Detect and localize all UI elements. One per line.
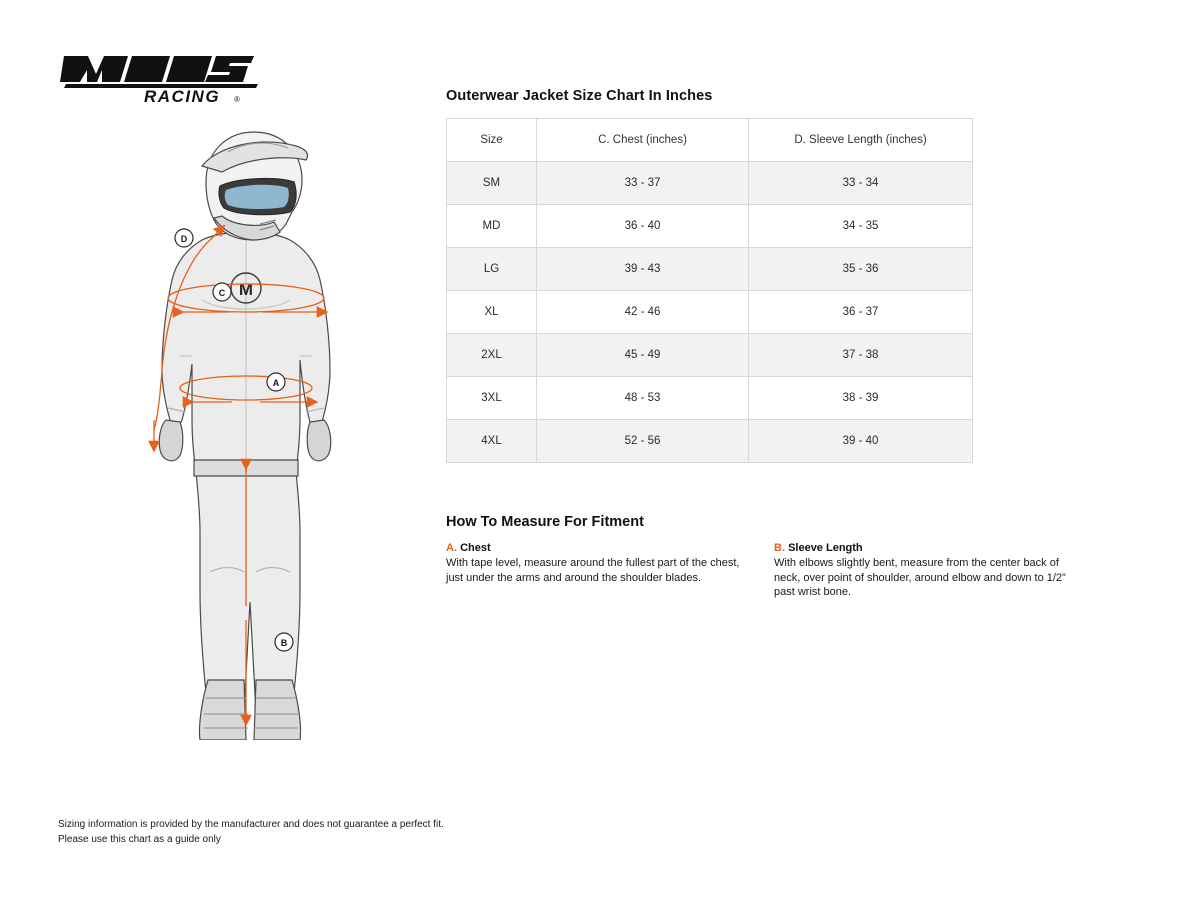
cell-chest: 52 - 56	[537, 420, 749, 463]
disclaimer-line-1: Sizing information is provided by the manufacturer and does not guarantee a perfect fit.	[58, 819, 444, 830]
table-row	[447, 205, 973, 248]
measure-text-chest: With tape level, measure around the fullest part of the chest, just under the arms and around the shoulder blades.	[446, 557, 740, 584]
marker-badge-a	[267, 373, 285, 391]
rider-illustration	[110, 120, 430, 740]
size-chart-table	[446, 118, 973, 463]
cell-chest: 42 - 46	[537, 291, 749, 334]
marker-badge-c	[213, 283, 231, 301]
cell-size: 3XL	[447, 377, 537, 420]
cell-chest: 39 - 43	[537, 248, 749, 291]
svg-text:RACING: RACING	[144, 87, 221, 106]
cell-size: 4XL	[447, 420, 537, 463]
table-row	[447, 334, 973, 377]
cell-chest: 33 - 37	[537, 162, 749, 205]
how-to-measure-section	[446, 514, 1076, 600]
measure-letter-a: A.	[446, 542, 457, 554]
table-header-row	[447, 119, 973, 162]
measure-letter-b: B.	[774, 542, 785, 554]
marker-badge-d	[175, 229, 193, 247]
size-chart-section	[446, 88, 972, 463]
cell-sleeve: 36 - 37	[749, 291, 973, 334]
measure-name-sleeve: Sleeve Length	[788, 542, 863, 554]
how-to-measure-title: How To Measure For Fitment	[446, 514, 644, 530]
table-row	[447, 377, 973, 420]
disclaimer-line-2: Please use this chart as a guide only	[58, 833, 221, 845]
table-row	[447, 291, 973, 334]
svg-text:®: ®	[234, 95, 240, 104]
column-header-size: Size	[447, 119, 537, 162]
cell-sleeve: 39 - 40	[749, 420, 973, 463]
cell-chest: 36 - 40	[537, 205, 749, 248]
cell-size: 2XL	[447, 334, 537, 377]
chart-title: Outerwear Jacket Size Chart In Inches	[446, 88, 713, 104]
cell-chest: 48 - 53	[537, 377, 749, 420]
cell-size: LG	[447, 248, 537, 291]
measure-item-chest	[446, 542, 746, 600]
svg-text:M: M	[238, 280, 254, 299]
table-row	[447, 420, 973, 463]
measure-name-chest: Chest	[460, 542, 491, 554]
cell-size: XL	[447, 291, 537, 334]
cell-chest: 45 - 49	[537, 334, 749, 377]
column-header-chest: C. Chest (inches)	[537, 119, 749, 162]
measure-head-chest	[446, 542, 746, 554]
cell-sleeve: 33 - 34	[749, 162, 973, 205]
column-header-sleeve: D. Sleeve Length (inches)	[749, 119, 973, 162]
cell-sleeve: 35 - 36	[749, 248, 973, 291]
svg-text:A: A	[272, 378, 280, 388]
cell-size: SM	[447, 162, 537, 205]
brand-logo	[58, 48, 258, 108]
svg-text:D: D	[180, 234, 188, 244]
table-row	[447, 162, 973, 205]
cell-sleeve: 37 - 38	[749, 334, 973, 377]
cell-sleeve: 34 - 35	[749, 205, 973, 248]
svg-text:B: B	[280, 638, 288, 648]
measure-head-sleeve	[774, 542, 1074, 554]
cell-sleeve: 38 - 39	[749, 377, 973, 420]
svg-text:C: C	[218, 288, 226, 298]
disclaimer	[58, 818, 578, 847]
cell-size: MD	[447, 205, 537, 248]
measure-item-sleeve	[774, 542, 1074, 600]
measure-text-sleeve: With elbows slightly bent, measure from the center back of neck, over point of shoulder, around elbow and down to 1/2” past wrist bone.	[774, 557, 1066, 599]
marker-badge-b	[275, 633, 293, 651]
table-row	[447, 248, 973, 291]
